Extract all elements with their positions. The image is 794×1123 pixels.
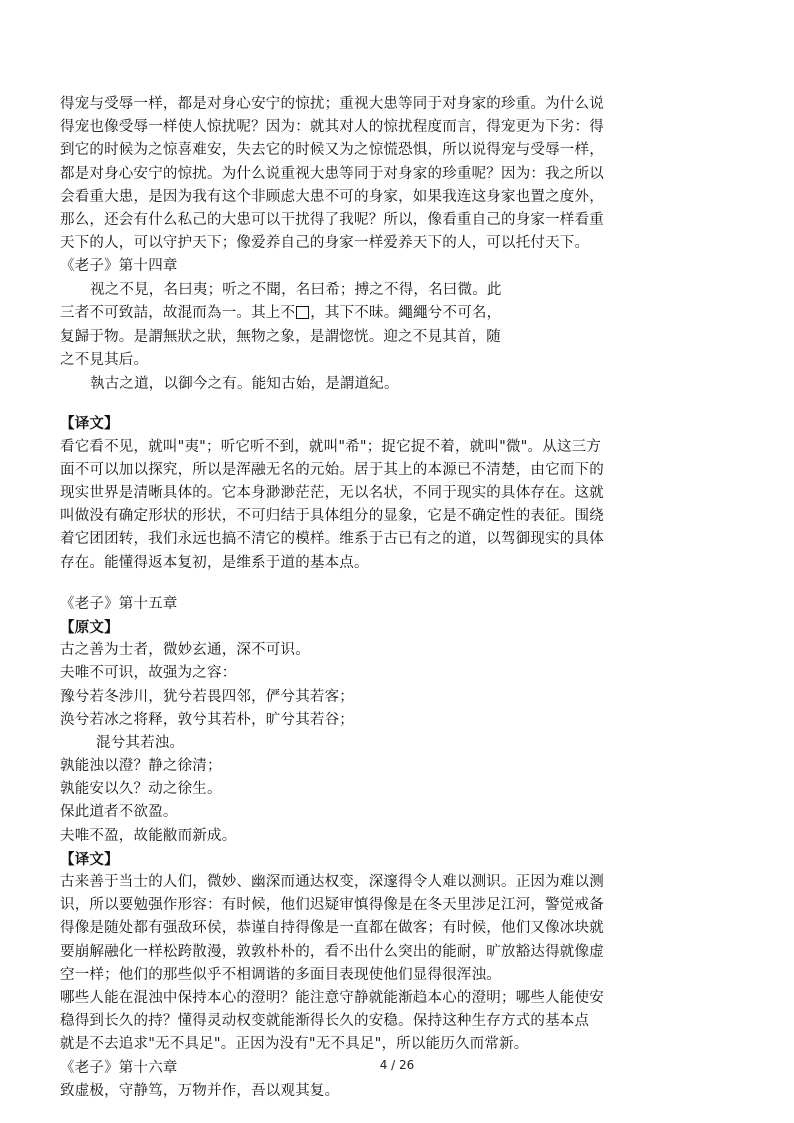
chapter13-translation-continued bbox=[60, 93, 670, 255]
paragraph-line: 就是不去追求"无不具足"。正因为没有"无不具足"，所以能历久而常新。 bbox=[60, 1036, 529, 1053]
paragraph-line: 叫做没有确定形状的形状，不可归结于具体组分的显象，它是不确定性的表征。围绕 bbox=[60, 508, 604, 525]
paragraph-line: 空一样；他们的那些似乎不相调谐的多面目表现使他们显得很浑浊。 bbox=[60, 966, 501, 983]
paragraph-line: 到它的时候为之惊喜难安，失去它的时候又为之惊慌恐惧，所以说得宠与受辱一样， bbox=[60, 142, 604, 159]
paragraph-line: 面不可以加以探究，所以是浑融无名的元始。居于其上的本源已不清楚，由它而下的 bbox=[60, 461, 604, 478]
translation-heading: 【译文】 bbox=[60, 415, 119, 433]
original-line: 保此道者不欲盈。 bbox=[60, 804, 178, 821]
paragraph-line: 哪些人能在混浊中保持本心的澄明？能注意守静就能渐趋本心的澄明；哪些人能使安 bbox=[60, 989, 604, 1006]
page-number: 4 / 26 bbox=[379, 1058, 415, 1072]
chapter14-original bbox=[60, 279, 670, 397]
paragraph-line: 古来善于当士的人们，微妙、幽深而通达权变，深邃得令人难以测识。正因为难以测 bbox=[60, 874, 604, 891]
original-line: 豫兮若冬涉川，犹兮若畏四邻，俨兮其若客； bbox=[60, 688, 354, 705]
chapter15-original bbox=[60, 639, 670, 848]
chapter14-translation bbox=[60, 436, 670, 575]
spacer bbox=[60, 396, 670, 412]
original-line: 執古之道，以御今之有。能知古始，是謂道紀。 bbox=[90, 375, 399, 392]
paragraph-line: 稳得到长久的持？懂得灵动权变就能渐得长久的安稳。保持这种生存方式的基本点 bbox=[60, 1013, 590, 1030]
paragraph-line: 着它团团转，我们永远也搞不清它的模样。维系于古已有之的道，以驾御现实的具体 bbox=[60, 531, 604, 548]
paragraph-line: 都是对身心安宁的惊扰。为什么说重视大患等同于对身家的珍重呢？因为：我之所以 bbox=[60, 165, 604, 182]
original-line bbox=[60, 302, 670, 326]
original-line: 古之善为士者，微妙玄通，深不可识。 bbox=[60, 642, 310, 659]
chapter15-translation bbox=[60, 871, 670, 1057]
original-line: 视之不見，名曰夷；听之不聞，名曰希；搏之不得，名曰微。此 bbox=[90, 281, 502, 298]
original-line: 复歸于物。是謂無狀之狀，無物之象，是謂惚恍。迎之不見其首，随 bbox=[60, 328, 501, 345]
translation-heading: 【译文】 bbox=[60, 850, 119, 868]
paragraph-line: 那么，还会有什么私己的大患可以干扰得了我呢？所以，像看重自己的身家一样看重 bbox=[60, 211, 604, 228]
paragraph-line: 得像是随处都有强敌环侯，恭谨自持得像是一直都在做客；有时候，他们又像冰块就 bbox=[60, 920, 604, 937]
original-line: 之不見其后。 bbox=[60, 352, 149, 369]
paragraph-line: 得宠也像受辱一样使人惊扰呢？因为：就其对人的惊扰程度而言，得宠更为下劣：得 bbox=[60, 119, 604, 136]
paragraph-line: 会看重大患，是因为我有这个非顾虑大患不可的身家，如果我连这身家也置之度外， bbox=[60, 188, 604, 205]
original-line-part: ，其下不昧。繩繩兮不可名， bbox=[310, 305, 502, 322]
paragraph-line: 存在。能懂得返本复初，是维系于道的基本点。 bbox=[60, 554, 369, 571]
paragraph-line: 天下的人，可以守护天下；像爱养自己的身家一样爱养天下的人，可以托付天下。 bbox=[60, 235, 590, 252]
paragraph-line: 要崩解融化一样松跨散漫，敦敦朴朴的，看不出什么突出的能耐，旷放豁达得就像虚 bbox=[60, 943, 604, 960]
paragraph-line: 看它看不见，就叫"夷"；听它听不到，就叫"希"；捉它捉不着，就叫"微"。从这三方 bbox=[60, 438, 602, 455]
paragraph-line: 得宠与受辱一样，都是对身心安宁的惊扰；重视大患等同于对身家的珍重。为什么说 bbox=[60, 96, 604, 112]
original-line-part: 三者不可致詰，故混而為一。其上不 bbox=[60, 305, 296, 322]
original-line: 混兮其若浊。 bbox=[96, 734, 185, 751]
original-heading: 【原文】 bbox=[60, 618, 119, 636]
missing-character-box-icon bbox=[296, 306, 309, 319]
document-page bbox=[60, 93, 670, 1103]
chapter14-title: 《老子》第十四章 bbox=[60, 258, 178, 275]
paragraph-line: 现实世界是清晰具体的。它本身渺渺茫茫，无以名状，不同于现实的具体存在。这就 bbox=[60, 485, 604, 502]
chapter15-title: 《老子》第十五章 bbox=[60, 595, 178, 612]
paragraph-line: 识，所以要勉强作形容：有时候，他们迟疑审慎得像是在冬天里涉足江河，警觉戒备 bbox=[60, 897, 604, 914]
original-line: 夫唯不盈，故能敝而新成。 bbox=[60, 827, 237, 844]
spacer bbox=[60, 575, 670, 593]
original-line: 孰能安以久？动之徐生。 bbox=[60, 781, 222, 798]
original-line: 孰能浊以澄？静之徐清； bbox=[60, 758, 222, 775]
chapter16-title: 《老子》第十六章 bbox=[60, 1059, 178, 1076]
original-line: 涣兮若冰之将释，敦兮其若朴，旷兮其若谷； bbox=[60, 711, 354, 728]
original-line: 致虚极，守静笃，万物并作，吾以观其复。 bbox=[60, 1082, 340, 1099]
original-line: 夫唯不可识，故强为之容： bbox=[60, 665, 237, 682]
